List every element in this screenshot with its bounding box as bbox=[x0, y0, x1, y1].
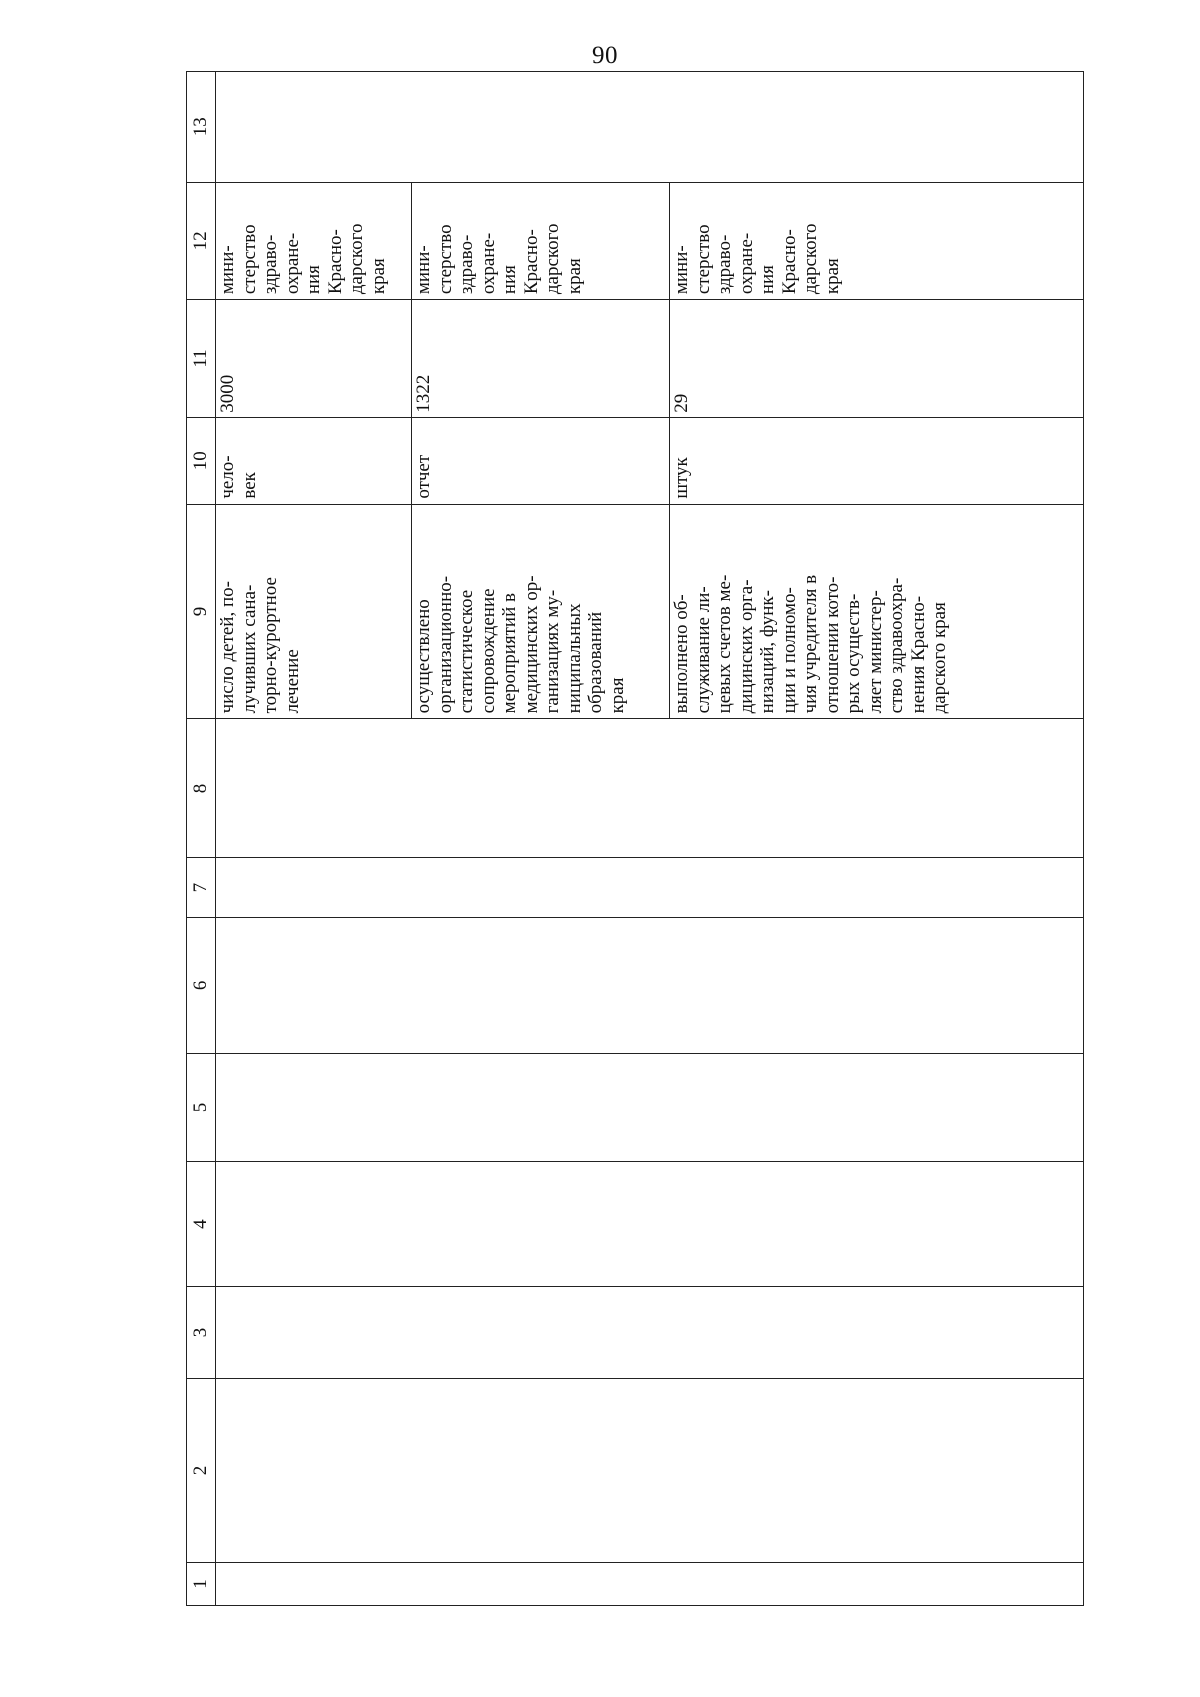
indicator-text: осуществлено организационно- статистическое сопровождение мероприятий в медицинских ор- ганизациях му- ниципальных образований края bbox=[413, 575, 628, 714]
value-text: 29 bbox=[671, 393, 692, 413]
column-header-7: 7 bbox=[187, 858, 216, 917]
cell-col4 bbox=[216, 1162, 1084, 1287]
value-text: 3000 bbox=[217, 374, 238, 413]
responsible-text: мини- стерство здраво- охране- ния Красно- дарского края bbox=[671, 223, 843, 295]
cell-indicator bbox=[670, 504, 1084, 719]
column-header-4: 4 bbox=[187, 1162, 216, 1287]
column-header-1: 1 bbox=[187, 1563, 216, 1606]
cell-col5 bbox=[216, 1053, 1084, 1161]
cell-value bbox=[412, 300, 670, 418]
column-header-5: 5 bbox=[187, 1053, 216, 1161]
cell-unit bbox=[412, 417, 670, 504]
indicator-text: число детей, по- лучивших сана- торно-курортное лечение bbox=[217, 577, 303, 714]
column-header-11: 11 bbox=[187, 300, 216, 418]
cell-value bbox=[670, 300, 1084, 418]
column-header-9: 9 bbox=[187, 504, 216, 719]
responsible-text: мини- стерство здраво- охране- ния Красно- дарского края bbox=[217, 223, 389, 295]
cell-responsible bbox=[412, 182, 670, 300]
cell-value bbox=[216, 300, 412, 418]
cell-col8 bbox=[216, 719, 1084, 858]
cell-col3 bbox=[216, 1286, 1084, 1378]
value-text: 1322 bbox=[413, 374, 434, 413]
rotated-table-frame bbox=[186, 71, 1082, 1606]
cell-unit bbox=[216, 417, 412, 504]
cell-unit bbox=[670, 417, 1084, 504]
column-header-3: 3 bbox=[187, 1286, 216, 1378]
column-header-8: 8 bbox=[187, 719, 216, 858]
cell-responsible bbox=[670, 182, 1084, 300]
page-number: 90 bbox=[592, 42, 618, 69]
cell-col7 bbox=[216, 858, 1084, 917]
cell-col1 bbox=[216, 1563, 1084, 1606]
column-header-10: 10 bbox=[187, 417, 216, 504]
column-header-13: 13 bbox=[187, 72, 216, 183]
cell-indicator bbox=[216, 504, 412, 719]
header-row bbox=[187, 72, 216, 1606]
cell-col13 bbox=[216, 72, 1084, 183]
column-header-6: 6 bbox=[187, 917, 216, 1053]
responsible-text: мини- стерство здраво- охране- ния Красно- дарского края bbox=[413, 223, 585, 295]
cell-responsible bbox=[216, 182, 412, 300]
cell-col6 bbox=[216, 917, 1084, 1053]
unit-text: штук bbox=[671, 457, 692, 499]
unit-text: отчет bbox=[413, 454, 434, 499]
data-table bbox=[186, 71, 1084, 1606]
column-header-2: 2 bbox=[187, 1378, 216, 1562]
column-header-12: 12 bbox=[187, 182, 216, 300]
cell-col2 bbox=[216, 1378, 1084, 1562]
cell-indicator bbox=[412, 504, 670, 719]
unit-text: чело- век bbox=[217, 455, 260, 499]
indicator-text: выполнено об- служивание ли- цевых счетов ме- дицинских орга- низаций, функ- ции и полномо- чия учредителя в отношении кото- рых осуществ- ляет министер- ство здравоохра- нения Красно- дарского края bbox=[671, 574, 950, 714]
table-row bbox=[216, 72, 412, 1606]
